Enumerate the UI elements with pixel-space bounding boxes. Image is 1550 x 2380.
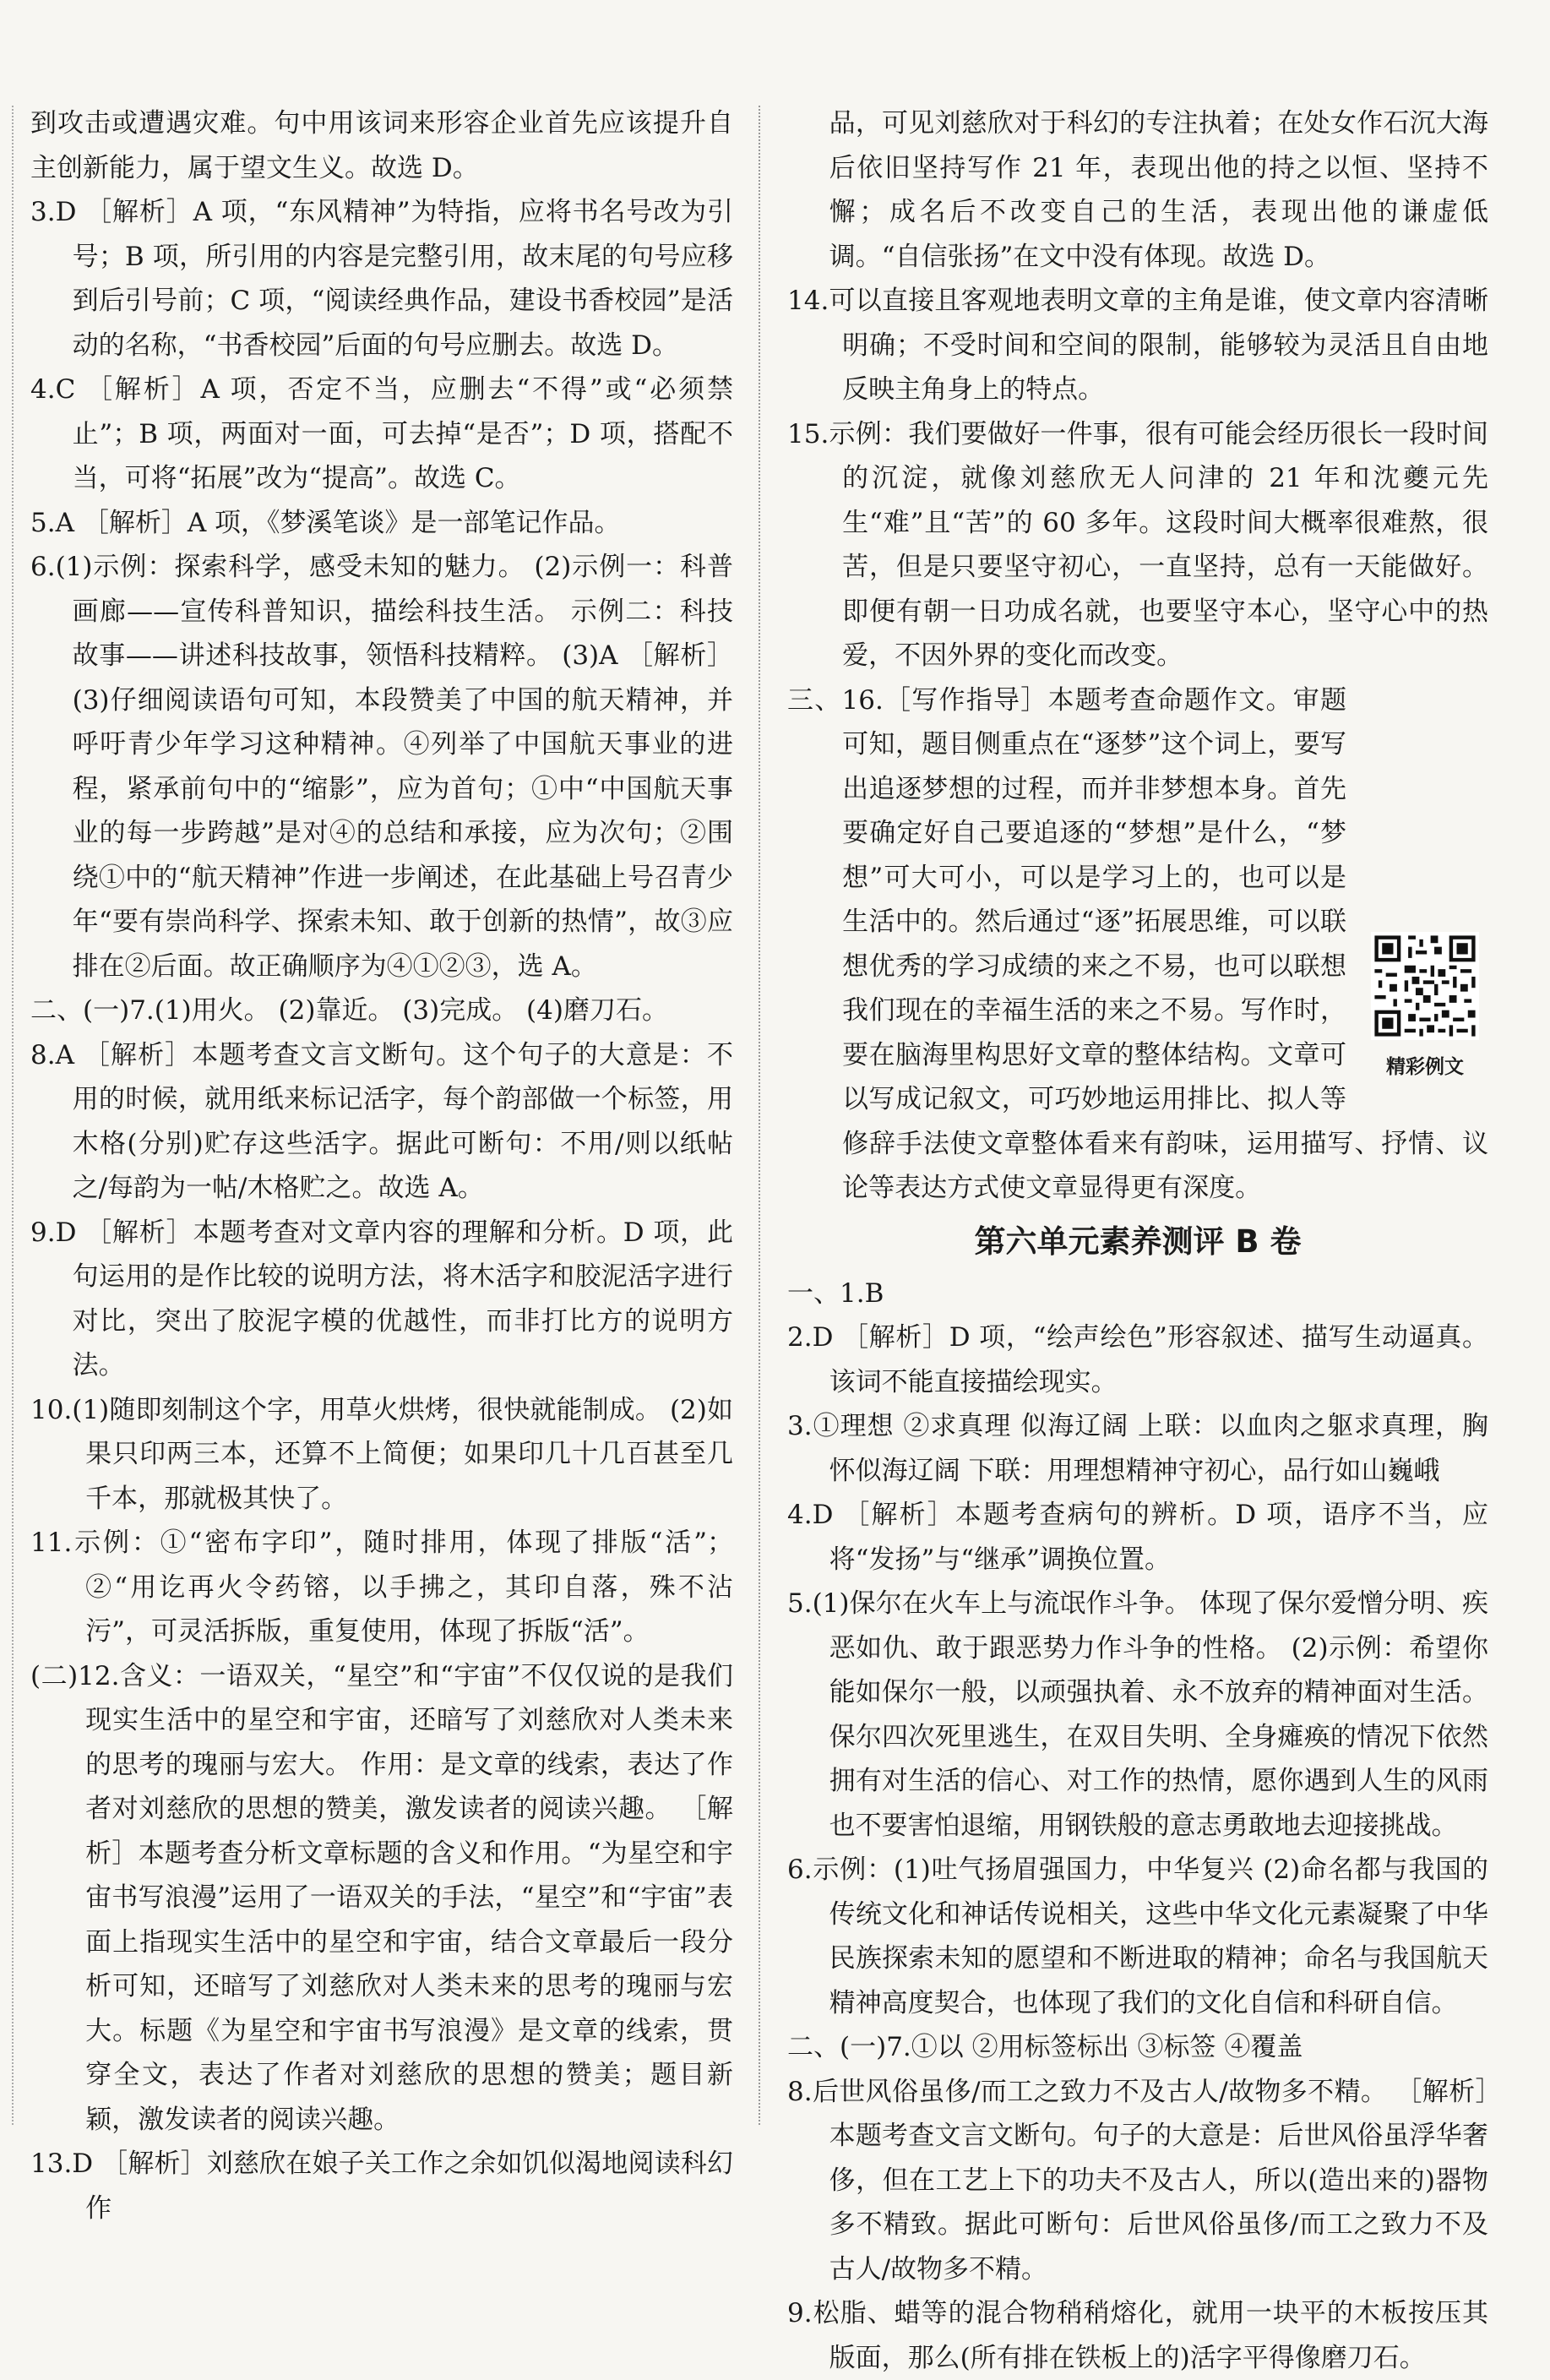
b-answer-2: 2.D ［解析］D 项，“绘声绘色”形容叙述、描写生动逼真。该词不能直接描绘现实。 (787, 1322, 1488, 1397)
b-answer-1: 一、1.B (787, 1277, 884, 1309)
answer-9: 9.D ［解析］本题考查对文章内容的理解和分析。D 项，此句运用的是作比较的说明方法，将木活字和胶泥活字进行对比，突出了胶泥字模的优越性，而非打比方的说明方法。 (30, 1217, 733, 1381)
answer-8: 8.A ［解析］本题考查文言文断句。这个句子的大意是：不用的时候，就用纸来标记活字，每个韵部做一个标签，用木格(分别)贮存这些活字。据此可断句：不用/则以纸帖之/每韵为一帖/木格贮之。故选 A。 (30, 1039, 733, 1203)
answer-16-writing-guide: 三、16.［写作指导］本题考查命题作文。审题可知，题目侧重点在“逐梦”这个词上，要写出追逐梦想的过程，而并非梦想本身。首先要确定好自己要追逐的“梦想”是什么，“梦想”可大可小，可以是学习上的，也可以是生活中的。然后通过“逐”拓展思维，可以联想优秀的学习成绩的来之不易，也可以联想我们现在的幸福生活的来之不易。写作时，要在脑海里构思好文章的整体结构。文章可以写成记叙文，可巧妙地运用排比、拟人等修辞手法使文章整体看来有韵味，运用描写、抒情、议论等表达方式使文章显得更有深度。 (787, 684, 1488, 1203)
answer-7: 二、(一)7.(1)用火。 (2)靠近。 (3)完成。 (4)磨刀石。 (30, 995, 668, 1026)
answer-continuation: 到攻击或遭遇灾难。句中用该词来形容企业首先应该提升自主创新能力，属于望文生义。故选 D。 (30, 108, 733, 183)
writing-guide-block (787, 678, 1488, 1211)
b-answer-7: 二、(一)7.①以 ②用标签标出 ③标签 ④覆盖 (787, 2032, 1303, 2062)
section-title: 第六单元素养测评 B 卷 (974, 1223, 1302, 1260)
qr-code-icon[interactable] (1371, 932, 1479, 1040)
b-answer-3: 3.①理想 ②求真理 似海辽阔 上联：以血肉之躯求真理，胸怀似海辽阔 下联：用理想精神守初心，品行如山巍峨 (787, 1411, 1488, 1486)
answer-13-continuation: 品，可见刘慈欣对于科幻的专注执着；在处女作石沉大海后依旧坚持写作 21 年，表现出他的持之以恒、坚持不懈；成名后不改变自己的生活，表现出他的谦虚低调。“自信张扬”在文中没有体现。故选 D。 (829, 108, 1488, 272)
answer-4: 4.C ［解析］A 项，否定不当，应删去“不得”或“必须禁止”；B 项，两面对一面，可去掉“是否”；D 项，搭配不当，可将“拓展”改为“提高”。故选 C。 (30, 374, 733, 493)
qr-label: 精彩例文 (1386, 1056, 1464, 1078)
answer-14: 14.可以直接且客观地表明文章的主角是谁，使文章内容清晰明确；不受时间和空间的限制，能够较为灵活且自由地反映主角身上的特点。 (787, 286, 1488, 405)
answer-12: (二)12.含义：一语双关，“星空”和“宇宙”不仅仅说的是我们现实生活中的星空和宇宙，还暗写了刘慈欣对人类未来的思考的瑰丽与宏大。 作用：是文章的线索，表达了作者对刘慈欣的思想的赞美，激发读者的阅读兴趣。 ［解析］本题考查分析文章标题的含义和作用。“为星空和宇宙书写浪漫”运用了一语双关的手法，“星空”和“宇宙”表面上指现实生活中的星空和宇宙，结合文章最后一段分析可知，还暗写了刘慈欣对人类未来的思考的瑰丽与宏大。标题《为星空和宇宙书写浪漫》是文章的线索，贯穿全文，表达了作者对刘慈欣的思想的赞美；题目新颖，激发读者的阅读兴趣。 (30, 1660, 733, 2135)
b-answer-6: 6.示例：(1)吐气扬眉强国力，中华复兴 (2)命名都与我国的传统文化和神话传说相关，这些中华文化元素凝聚了中华民族探索未知的愿望和不断进取的精神；命名与我国航天精神高度契合，也体现了我们的文化自信和科研自信。 (787, 1854, 1488, 2018)
answer-11: 11.示例：①“密布字印”，随时排用，体现了排版“活”；②“用讫再火令药镕，以手拂之，其印自落，殊不沾污”，可灵活拆版，重复使用，体现了拆版“活”。 (30, 1528, 733, 1647)
b-answer-8: 8.后世风俗虽侈/而工之致力不及古人/故物多不精。 ［解析］本题考查文言文断句。句子的大意是：后世风俗虽浮华奢侈，但在工艺上下的功夫不及古人，所以(造出来的)器物多不精致。据此可断句：后世风俗虽侈/而工之致力不及古人/故物多不精。 (787, 2076, 1488, 2285)
answer-10: 10.(1)随即刻制这个字，用草火烘烤，很快就能制成。 (2)如果只印两三本，还算不上简便；如果印几十几百甚至几千本，那就极其快了。 (30, 1394, 733, 1514)
answer-15: 15.示例：我们要做好一件事，很有可能会经历很长一段时间的沉淀，就像刘慈欣无人问津的 21 年和沈夔元先生“难”且“苦”的 60 多年。这段时间大概率很难熬，很苦，但是只要坚守初心，一直坚持，总有一天能做好。即便有朝一日功成名就，也要坚守本心，坚守心中的热爱，不因外界的变化而改变。 (787, 418, 1488, 671)
answer-6: 6.(1)示例：探索科学，感受未知的魅力。 (2)示例一：科普画廊——宣传科普知识，描绘科技生活。 示例二：科技故事——讲述科技故事，领悟科技精粹。 (3)A ［解析］(3)仔细阅读语句可知，本段赞美了中国的航天精神，并呼吁青少年学习这种精神。④列举了中国航天事业的进程，紧承前句中的“缩影”，应为首句；①中“中国航天事业的每一步跨越”是对④的总结和承接，应为次句；②围绕①中的“航天精神”作进一步阐述，在此基础上号召青少年“要有崇尚科学、探索未知、敢于创新的热情”，故③应排在②后面。故正确顺序为④①②③，选 A。 (30, 552, 733, 982)
answer-5: 5.A ［解析］A 项，《梦溪笔谈》是一部笔记作品。 (30, 507, 621, 538)
column-divider (759, 106, 760, 2125)
answer-3: 3.D ［解析］A 项，“东风精神”为特指，应将书名号改为引号；B 项，所引用的内容是完整引用，故末尾的句号应移到后引号前；C 项，“阅读经典作品，建设书香校园”是活动的名称，“书香校园”后面的句号应删去。故选 D。 (30, 197, 733, 361)
b-answer-5: 5.(1)保尔在火车上与流氓作斗争。 体现了保尔爱憎分明、疾恶如仇、敢于跟恶势力作斗争的性格。 (2)示例：希望你能如保尔一般，以顽强执着、永不放弃的精神面对生活。保尔四次死里逃生，在双目失明、全身瘫痪的情况下依然拥有对生活的信心、对工作的热情，愿你遇到人生的风雨也不要害怕退缩，用钢铁般的意志勇敢地去迎接挑战。 (787, 1588, 1488, 1841)
b-answer-9: 9.松脂、蜡等的混合物稍稍熔化，就用一块平的木板按压其版面，那么(所有排在铁板上的)活字平得像磨刀石。 (787, 2298, 1488, 2373)
left-column (30, 101, 733, 2230)
binding-edge-line (12, 106, 14, 2125)
right-column (787, 101, 1488, 2380)
b-answer-4: 4.D ［解析］本题考查病句的辨析。D 项，语序不当，应将“发扬”与“继承”调换位置。 (787, 1500, 1488, 1575)
qr-block[interactable] (1362, 932, 1488, 1081)
answer-13: 13.D ［解析］刘慈欣在娘子关工作之余如饥似渴地阅读科幻作 (30, 2149, 733, 2224)
